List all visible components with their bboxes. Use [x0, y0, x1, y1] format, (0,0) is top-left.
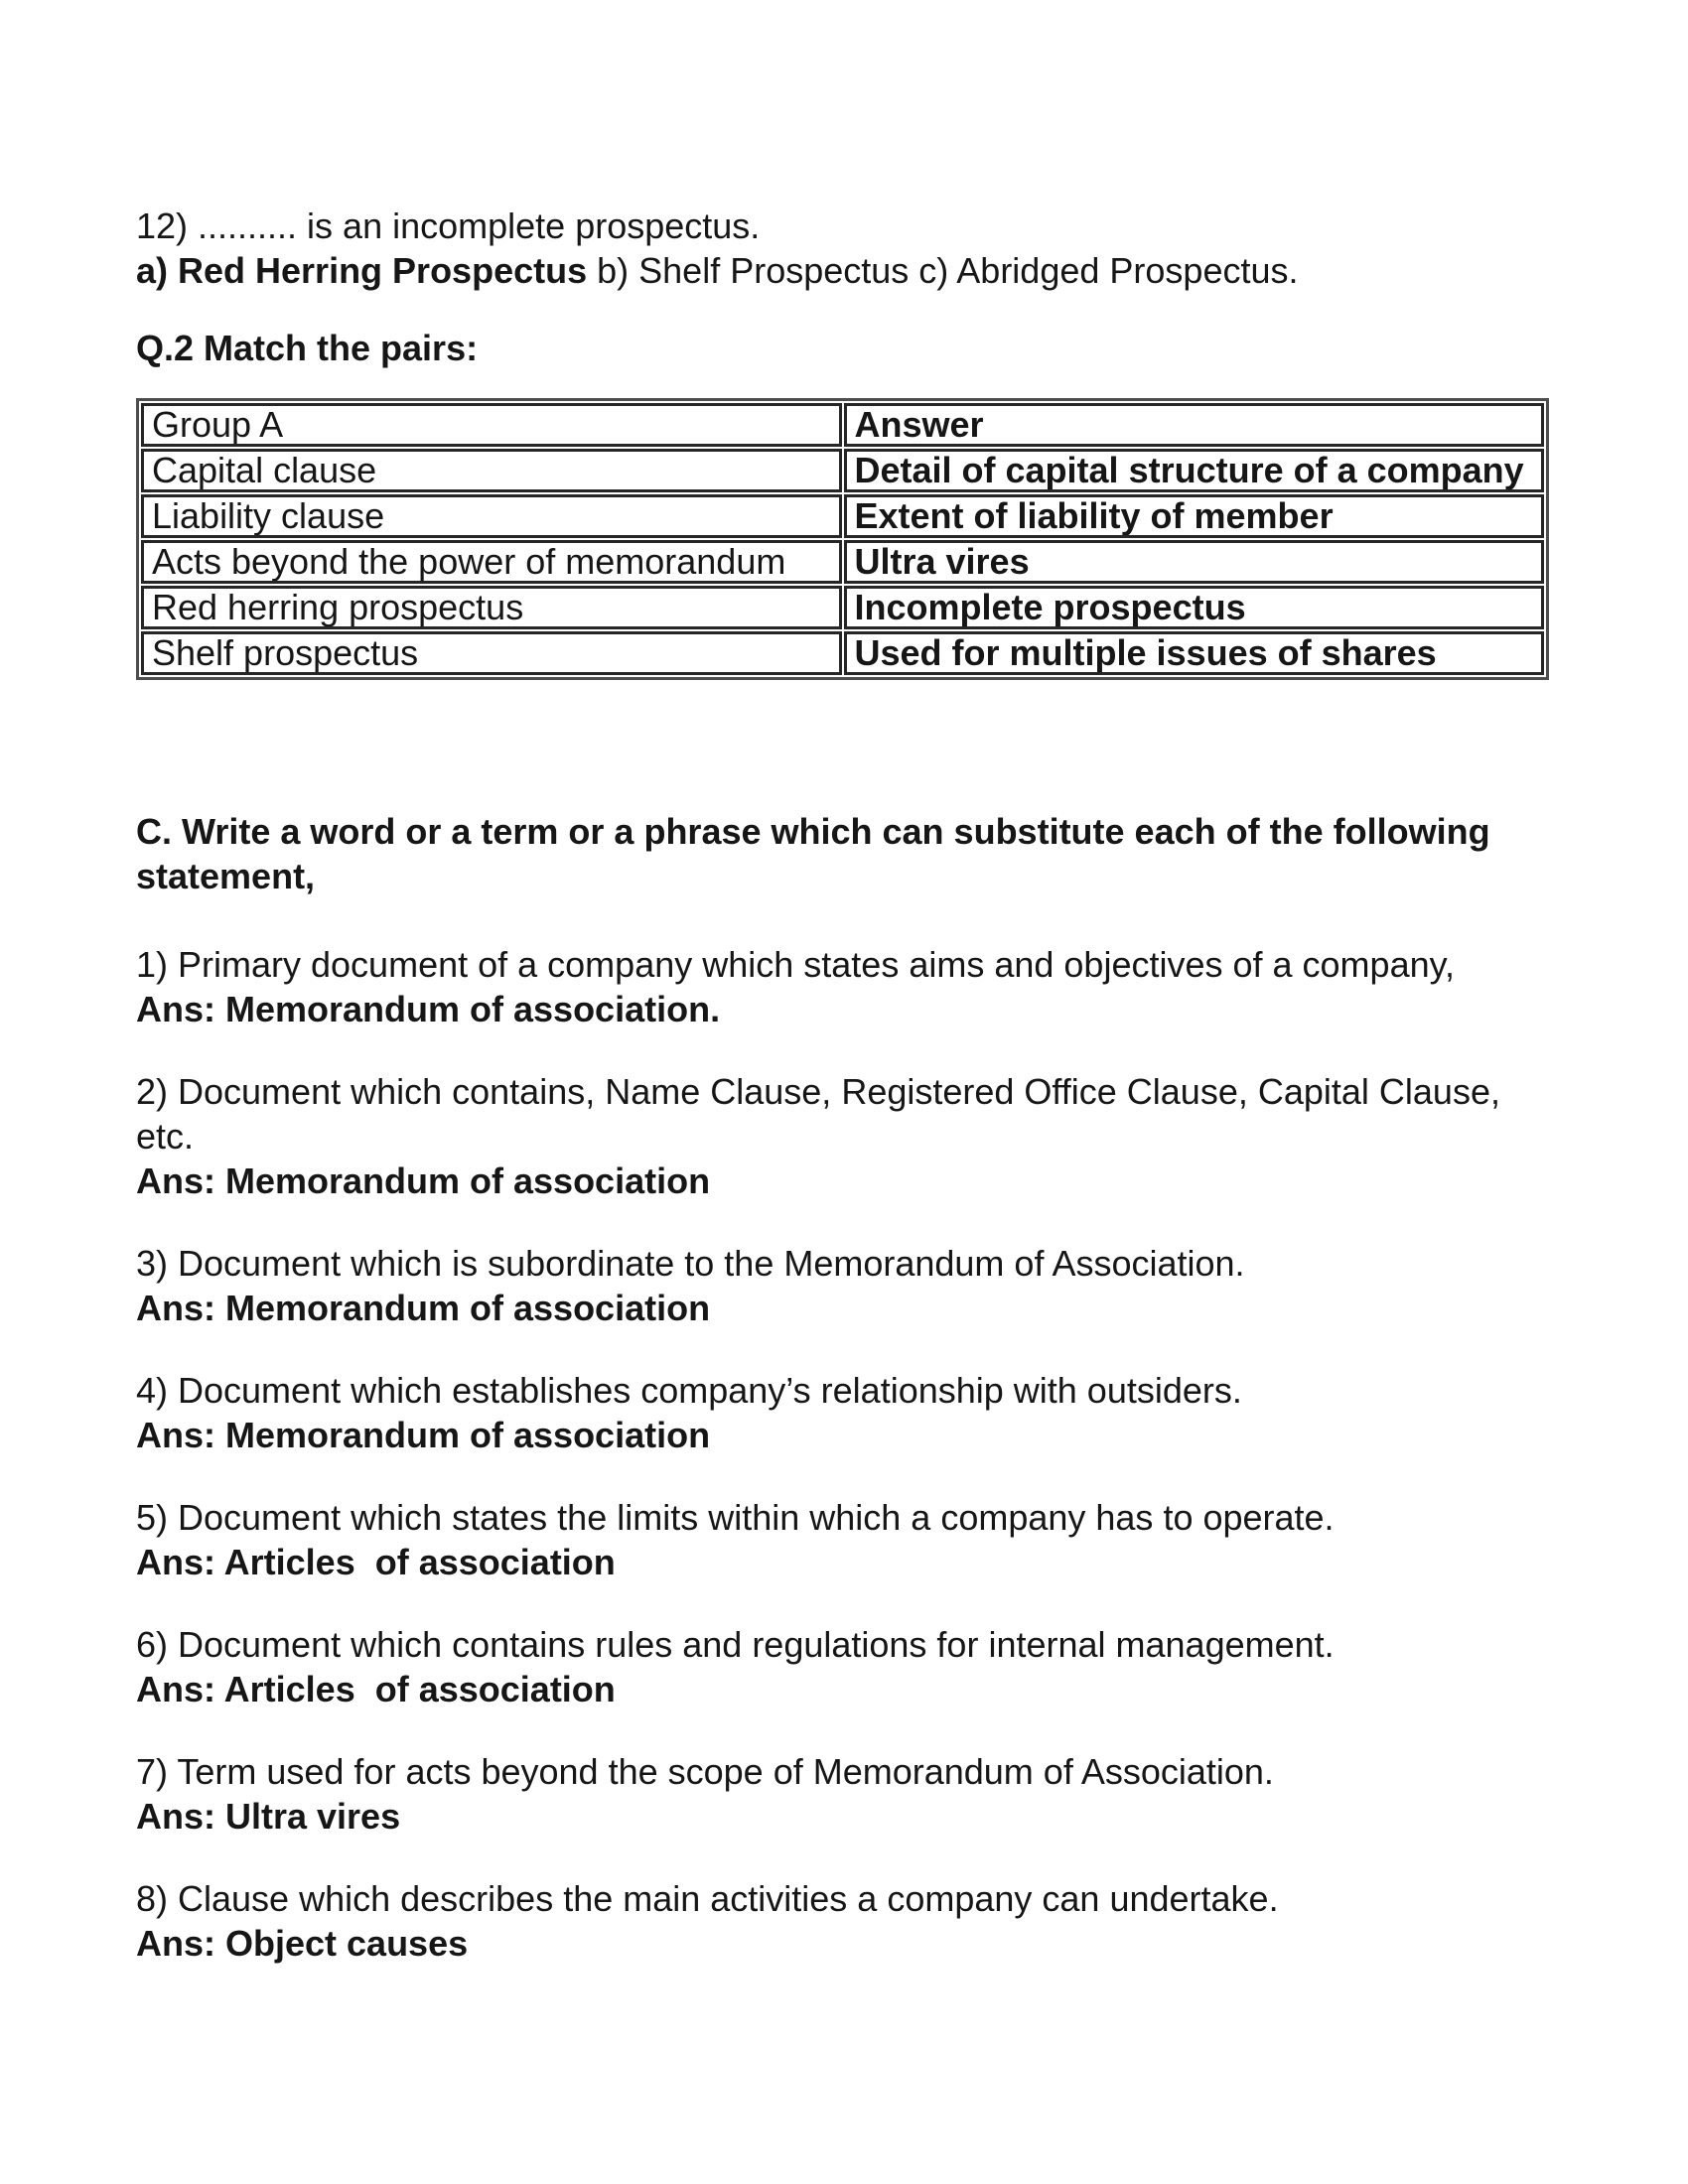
question-item	[136, 1368, 1526, 1457]
answer-text: Ans: Memorandum of association	[136, 1415, 711, 1455]
table-row	[141, 449, 1544, 492]
answer-text: Ans: Ultra vires	[136, 1796, 401, 1837]
answer-cell: Ultra vires	[844, 540, 1545, 584]
group-a-cell: Acts beyond the power of memorandum	[141, 540, 842, 584]
table-row	[141, 631, 1544, 675]
answer-cell: Detail of capital structure of a company	[844, 449, 1545, 492]
question-text: 3) Document which is subordinate to the Memorandum of Association.	[136, 1243, 1245, 1284]
question-12-options	[136, 248, 1526, 293]
question-text: 6) Document which contains rules and regulations for internal management.	[136, 1624, 1335, 1665]
answer-text: Ans: Memorandum of association	[136, 1288, 711, 1328]
question-item	[136, 1876, 1526, 1966]
section-c-heading: C. Write a word or a term or a phrase which can substitute each of the following statement,	[136, 811, 1500, 896]
options-b-c: b) Shelf Prospectus c) Abridged Prospectus.	[587, 250, 1299, 291]
group-a-cell: Shelf prospectus	[141, 631, 842, 675]
answer-text: Ans: Articles of association	[136, 1542, 616, 1582]
header-group-a: Group A	[141, 403, 842, 447]
question-text: 8) Clause which describes the main activities a company can undertake.	[136, 1878, 1279, 1919]
question-text: 7) Term used for acts beyond the scope of Memorandum of Association.	[136, 1751, 1274, 1792]
group-a-cell: Red herring prospectus	[141, 586, 842, 629]
question-text: 4) Document which establishes company’s relationship with outsiders.	[136, 1370, 1242, 1411]
answer-cell: Incomplete prospectus	[844, 586, 1545, 629]
q2-heading: Q.2 Match the pairs:	[136, 328, 479, 368]
question-12-line: 12) .......... is an incomplete prospectus.	[136, 205, 761, 246]
question-item	[136, 1241, 1526, 1330]
question-item	[136, 1069, 1526, 1203]
table-row	[141, 586, 1544, 629]
answer-text: Ans: Memorandum of association	[136, 1160, 711, 1201]
header-answer: Answer	[844, 403, 1545, 447]
question-text: 2) Document which contains, Name Clause, Registered Office Clause, Capital Clause, etc.	[136, 1071, 1510, 1157]
answer-text: Ans: Articles of association	[136, 1669, 616, 1709]
answer-text: Ans: Object causes	[136, 1923, 469, 1964]
table-header-row	[141, 403, 1544, 447]
question-text: 5) Document which states the limits within which a company has to operate.	[136, 1497, 1335, 1538]
group-a-cell: Liability clause	[141, 494, 842, 538]
match-pairs-table	[136, 398, 1549, 680]
question-item	[136, 1622, 1526, 1711]
question-item	[136, 942, 1526, 1031]
table-row	[141, 494, 1544, 538]
option-a: a) Red Herring Prospectus	[136, 250, 588, 291]
question-item	[136, 1749, 1526, 1839]
group-a-cell: Capital clause	[141, 449, 842, 492]
answer-cell: Used for multiple issues of shares	[844, 631, 1545, 675]
document-content	[136, 204, 1526, 1966]
answer-cell: Extent of liability of member	[844, 494, 1545, 538]
table-row	[141, 540, 1544, 584]
question-text: 1) Primary document of a company which states aims and objectives of a company,	[136, 944, 1455, 985]
question-item	[136, 1495, 1526, 1584]
answer-text: Ans: Memorandum of association.	[136, 989, 721, 1029]
